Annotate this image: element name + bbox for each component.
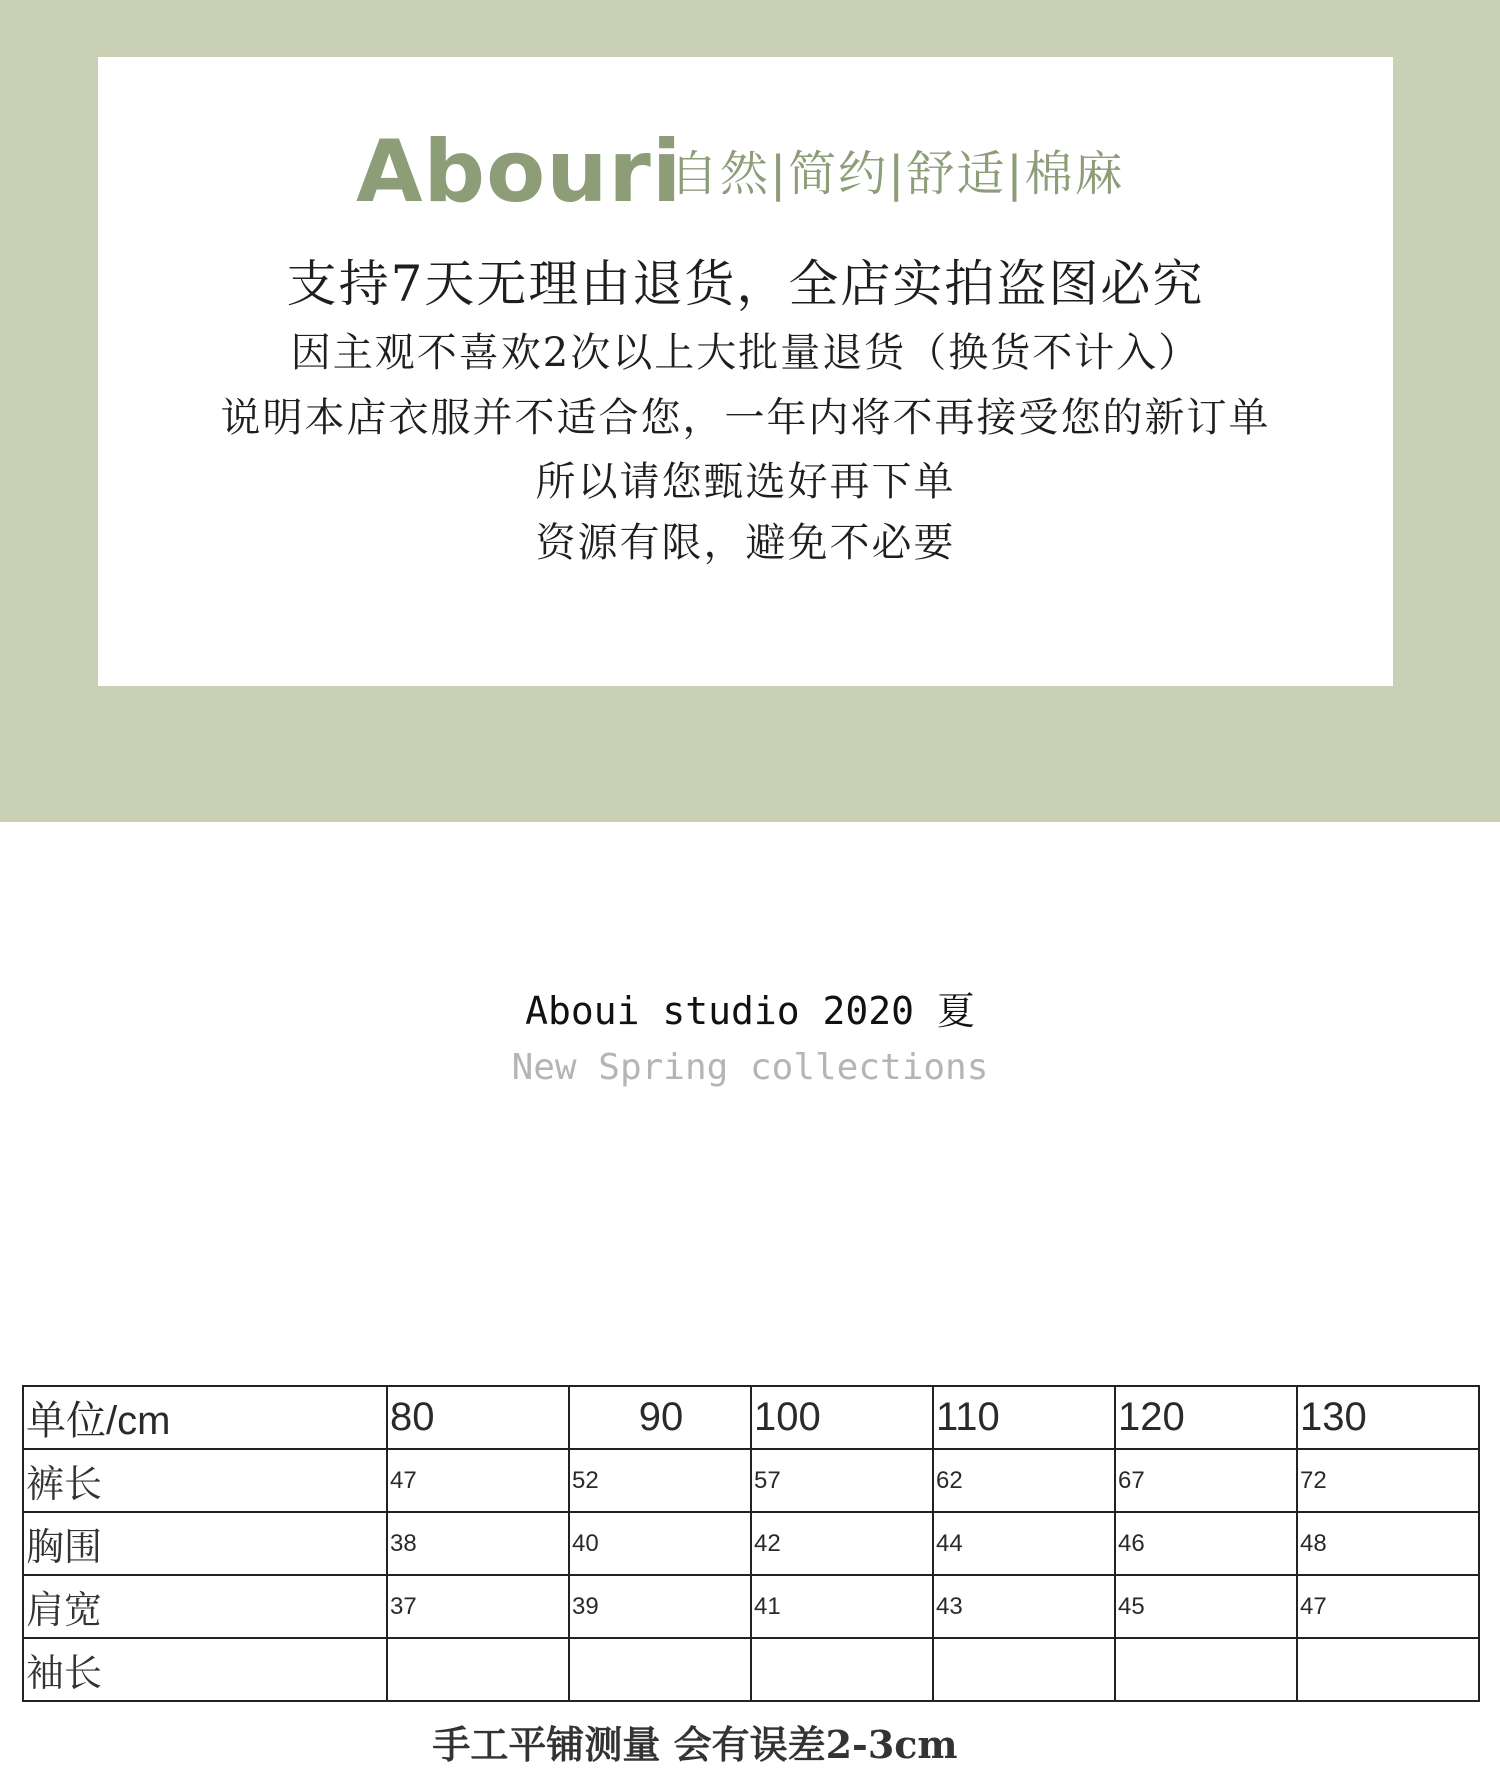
size-header: 90 xyxy=(569,1386,751,1449)
table-cell: 72 xyxy=(1297,1449,1479,1512)
return-policy-notice xyxy=(98,247,1393,573)
table-cell: 62 xyxy=(933,1449,1115,1512)
table-row xyxy=(23,1449,1479,1512)
notice-line: 所以请您甄选好再下单 xyxy=(535,459,956,505)
size-header: 110 xyxy=(933,1386,1115,1449)
table-cell: 40 xyxy=(569,1512,751,1575)
table-cell: 44 xyxy=(933,1512,1115,1575)
table-cell xyxy=(1297,1638,1479,1701)
table-cell xyxy=(751,1638,933,1701)
size-header: 80 xyxy=(387,1386,569,1449)
table-cell: 46 xyxy=(1115,1512,1297,1575)
table-cell: 48 xyxy=(1297,1512,1479,1575)
table-cell xyxy=(569,1638,751,1701)
row-label: 袖长 xyxy=(23,1638,387,1701)
size-header: 130 xyxy=(1297,1386,1479,1449)
notice-line: 说明本店衣服并不适合您，一年内将不再接受您的新订单 xyxy=(220,395,1271,441)
table-cell: 52 xyxy=(569,1449,751,1512)
size-header: 100 xyxy=(751,1386,933,1449)
table-row xyxy=(23,1575,1479,1638)
measurement-note: 手工平铺测量 会有误差2-3cm xyxy=(432,1722,958,1767)
row-label: 肩宽 xyxy=(23,1575,387,1638)
table-cell: 37 xyxy=(387,1575,569,1638)
row-label: 裤长 xyxy=(23,1449,387,1512)
table-cell xyxy=(1115,1638,1297,1701)
collection-subtitle: New Spring collections xyxy=(511,1047,989,1088)
table-cell: 67 xyxy=(1115,1449,1297,1512)
table-cell: 42 xyxy=(751,1512,933,1575)
notice-line: 资源有限，避免不必要 xyxy=(535,520,956,566)
table-cell: 43 xyxy=(933,1575,1115,1638)
notice-line: 因主观不喜欢2次以上大批量退货（换货不计入） xyxy=(290,330,1201,376)
size-chart-table xyxy=(22,1385,1480,1702)
table-cell xyxy=(933,1638,1115,1701)
brand-row xyxy=(98,117,1393,227)
table-cell: 47 xyxy=(1297,1575,1479,1638)
table-cell: 47 xyxy=(387,1449,569,1512)
table-cell: 57 xyxy=(751,1449,933,1512)
table-cell: 41 xyxy=(751,1575,933,1638)
row-label: 胸围 xyxy=(23,1512,387,1575)
size-header: 120 xyxy=(1115,1386,1297,1449)
notice-card xyxy=(98,57,1393,686)
brand-tagline: 自然|简约|舒适|棉麻 xyxy=(670,146,1125,202)
table-cell: 45 xyxy=(1115,1575,1297,1638)
table-cell: 39 xyxy=(569,1575,751,1638)
table-row xyxy=(23,1512,1479,1575)
header-band xyxy=(0,0,1500,822)
notice-line: 支持7天无理由退货，全店实拍盗图必究 xyxy=(286,255,1205,313)
table-row xyxy=(23,1638,1479,1701)
collection-title: Aboui studio 2020 夏 xyxy=(525,989,975,1033)
unit-header: 单位/cm xyxy=(23,1386,387,1449)
table-cell: 38 xyxy=(387,1512,569,1575)
table-header-row xyxy=(23,1386,1479,1449)
brand-logo: Abouri xyxy=(356,122,683,222)
table-cell xyxy=(387,1638,569,1701)
